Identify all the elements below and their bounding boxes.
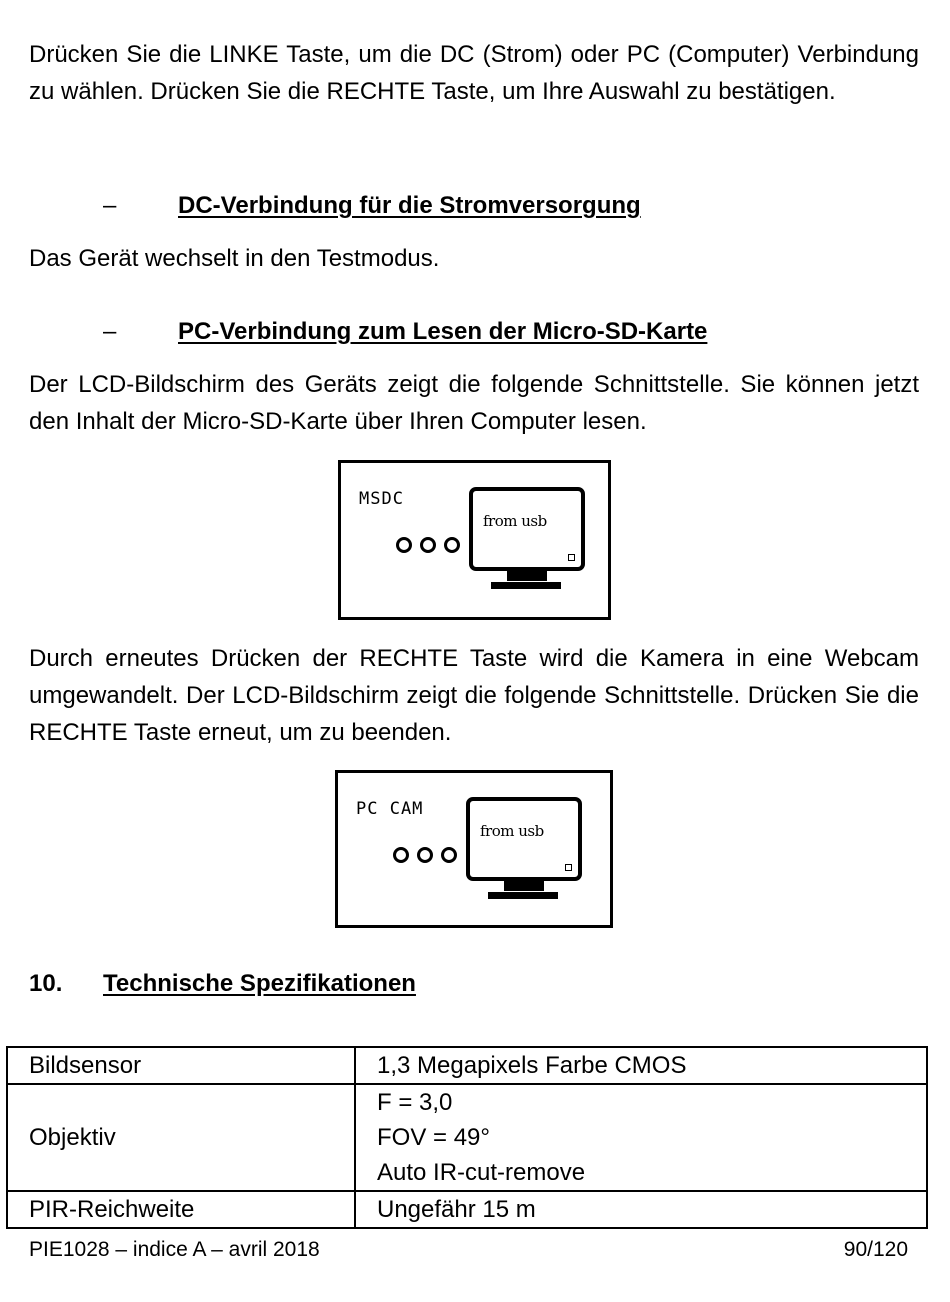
monitor-icon (466, 797, 582, 905)
spec-value-line: Auto IR-cut-remove (377, 1159, 586, 1186)
lcd-mode-label: MSDC (359, 489, 404, 509)
dc-heading-text: DC-Verbindung für die Stromversorgung (178, 192, 641, 219)
heading-dash: – (103, 318, 117, 345)
spec-value-line: 1,3 Megapixels Farbe CMOS (377, 1052, 687, 1079)
dot-icon (420, 537, 436, 553)
dot-icon (396, 537, 412, 553)
lcd-screen-pc-cam (335, 770, 613, 928)
dc-description: Das Gerät wechselt in den Testmodus. (29, 245, 440, 272)
heading-dash: – (103, 192, 117, 219)
footer-doc-ref: PIE1028 – indice A – avril 2018 (29, 1238, 320, 1261)
footer-page-number: 90/120 (843, 1238, 908, 1261)
table-row (7, 1084, 927, 1191)
monitor-screen-text: from usb (483, 512, 547, 530)
pc-description: Der LCD-Bildschirm des Geräts zeigt die folgende Schnittstelle. Sie können jetzt den Inhalt der Micro-SD-Karte über Ihren Computer lesen. (29, 371, 919, 435)
lcd-screen-msdc (338, 460, 611, 620)
pc-connection-heading (103, 318, 707, 346)
spec-key: PIR-Reichweite (7, 1191, 355, 1228)
webcam-description: Durch erneutes Drücken der RECHTE Taste wird die Kamera in eine Webcam umgewandelt. Der LCD-Bildschirm zeigt die folgende Schnittstelle. Drücken Sie die RECHTE Taste erneut, um zu beenden. (29, 645, 919, 746)
loading-dots (393, 847, 457, 863)
dot-icon (417, 847, 433, 863)
section-title: Technische Spezifikationen (103, 970, 416, 997)
pc-heading-text: PC-Verbindung zum Lesen der Micro-SD-Karte (178, 318, 708, 345)
spec-value (355, 1191, 927, 1228)
dot-icon (444, 537, 460, 553)
spec-value-line: Ungefähr 15 m (377, 1196, 536, 1223)
table-row (7, 1191, 927, 1228)
spec-value (355, 1084, 927, 1191)
section-number: 10. (29, 970, 63, 997)
intro-paragraph: Drücken Sie die LINKE Taste, um die DC (Strom) oder PC (Computer) Verbindung zu wählen. Drücken Sie die RECHTE Taste, um Ihre Auswahl zu bestätigen. (29, 41, 919, 105)
spec-value-line: FOV = 49° (377, 1124, 490, 1151)
spec-value-line: F = 3,0 (377, 1089, 453, 1116)
spec-table (6, 1046, 928, 1229)
monitor-screen-text: from usb (480, 822, 544, 840)
loading-dots (396, 537, 460, 553)
table-row (7, 1047, 927, 1084)
spec-key: Objektiv (7, 1084, 355, 1191)
spec-value (355, 1047, 927, 1084)
dot-icon (441, 847, 457, 863)
monitor-icon (469, 487, 585, 595)
lcd-mode-label: PC CAM (356, 799, 424, 819)
spec-key: Bildsensor (7, 1047, 355, 1084)
dot-icon (393, 847, 409, 863)
dc-connection-heading (103, 192, 641, 220)
section-heading (29, 970, 416, 998)
